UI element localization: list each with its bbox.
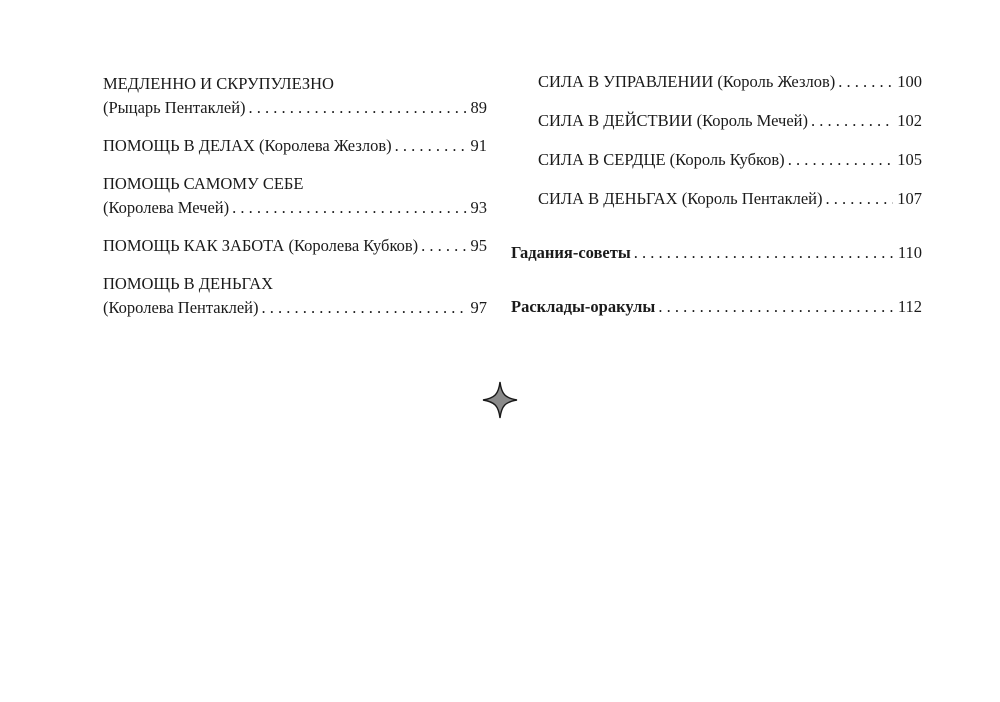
star-shape <box>483 382 517 418</box>
dot-leader <box>634 241 894 265</box>
toc-entry-title: МЕДЛЕННО И СКРУПУЛЕЗНО <box>103 74 334 93</box>
toc-entry-title: СИЛА В УПРАВЛЕНИИ (Король Жезлов) <box>538 72 836 91</box>
dot-leader <box>811 109 893 133</box>
toc-entry-title: ПОМОЩЬ В ДЕЛАХ (Королева Жезлов) <box>103 136 392 155</box>
dot-leader <box>658 295 894 319</box>
toc-section-title: Расклады-оракулы <box>511 297 656 316</box>
toc-entry <box>511 148 922 172</box>
toc-section-entry <box>511 241 922 265</box>
dot-leader <box>232 196 466 220</box>
toc-entry-title: СИЛА В ДЕЙСТВИИ (Король Мечей) <box>538 111 808 130</box>
dot-leader <box>826 187 894 211</box>
toc-entry-title: ПОМОЩЬ КАК ЗАБОТА (Королева Кубков) <box>103 236 419 255</box>
toc-entry <box>511 70 922 94</box>
four-point-star-icon <box>482 381 518 419</box>
toc-page-number: 100 <box>897 72 922 91</box>
toc-left-column <box>103 70 487 320</box>
toc-entry <box>511 187 922 211</box>
toc-section-title: Гадания-советы <box>511 243 631 262</box>
dot-leader <box>838 70 893 94</box>
toc-page-number: 89 <box>470 98 487 117</box>
toc-page-number: 97 <box>470 298 487 317</box>
toc-entry <box>511 109 922 133</box>
toc-entry-title: СИЛА В ДЕНЬГАХ (Король Пентаклей) <box>538 189 823 208</box>
dot-leader <box>249 96 467 120</box>
toc-right-column <box>511 70 922 319</box>
toc-entry <box>103 134 487 158</box>
toc-entry <box>103 234 487 258</box>
dot-leader <box>788 148 894 172</box>
toc-entry <box>103 272 487 320</box>
toc-page-number: 91 <box>470 136 487 155</box>
toc-entry-subtitle: (Королева Пентаклей) <box>103 298 259 317</box>
toc-entry <box>103 72 487 120</box>
toc-page-number: 93 <box>470 198 487 217</box>
dot-leader <box>395 134 467 158</box>
toc-entry <box>103 172 487 220</box>
toc-entry-title: ПОМОЩЬ В ДЕНЬГАХ <box>103 274 274 293</box>
toc-page-number: 95 <box>470 236 487 255</box>
toc-page-number: 110 <box>897 243 922 262</box>
toc-entry-subtitle: (Рыцарь Пентаклей) <box>103 98 246 117</box>
toc-section-entry <box>511 295 922 319</box>
toc-page-number: 105 <box>897 150 922 169</box>
toc-page-number: 102 <box>897 111 922 130</box>
dot-leader <box>262 296 467 320</box>
toc-entry-title: ПОМОЩЬ САМОМУ СЕБЕ <box>103 174 304 193</box>
toc-page-number: 112 <box>897 297 922 316</box>
toc-entry-title: СИЛА В СЕРДЦЕ (Король Кубков) <box>538 150 785 169</box>
toc-page-number: 107 <box>897 189 922 208</box>
toc-entry-subtitle: (Королева Мечей) <box>103 198 230 217</box>
dot-leader <box>421 234 466 258</box>
